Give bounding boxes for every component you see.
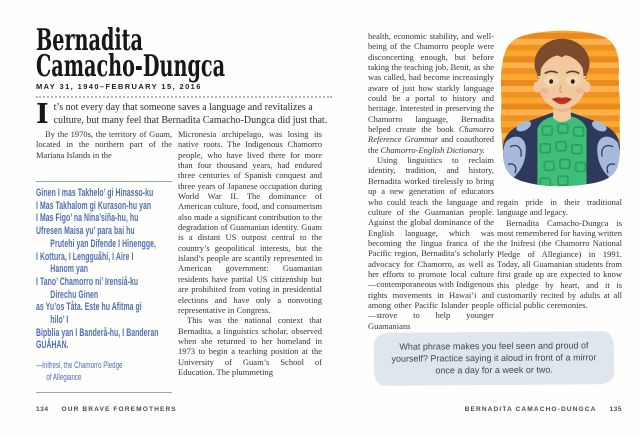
- quote-line: GUÅHAN.: [36, 339, 69, 352]
- quote-line: I Mas Figo’ na Nina’siña-hu, hu: [36, 212, 139, 225]
- right-column-1: [368, 31, 494, 331]
- body-text: health, economic stability, and well-being of the Chamorro people were disconcerting enough, but before taking the teaching job, Benit, as she was called, had become increasingly aware of just how starkly language could be a portal to history and heritage. Interested in preserving the Chamorro language, Bernadita helped create the book: [368, 31, 494, 135]
- bernadita-portrait-illustration: [493, 27, 629, 195]
- inifresi-quote-block: [36, 187, 179, 383]
- dotted-divider: [36, 96, 332, 98]
- page-title: [36, 23, 226, 84]
- quote-line: Hanom yan: [50, 263, 89, 276]
- quote-line: Prutehi yan Difende I Hinengge,: [50, 237, 157, 250]
- portrait-svg: [493, 27, 629, 190]
- intro-paragraph: [36, 99, 340, 130]
- right-column-2: [497, 197, 622, 311]
- body-paragraph: [368, 31, 494, 155]
- quote-line: hilo’ I: [50, 314, 69, 327]
- body-text: and coauthored the: [368, 134, 494, 155]
- left-column-2: [178, 129, 322, 377]
- reflection-prompt-text: What phrase makes you feel seen and proud of yourself? Practice saying it aloud in front of a mirror once a day for a week or two.: [391, 340, 597, 376]
- quote-line: Bipblia yan I Banderå-hu, I Banderan: [36, 326, 159, 339]
- page-number: 135: [609, 406, 622, 413]
- body-paragraph: This was the national context that Bernadita, a linguistics scholar, observed when she returned to her homeland in 1973 to begin a teaching position at the University of Guam’s School of Education. The plummeting: [178, 315, 322, 377]
- quote-line: Ginen I mas Takhelo’ gi Hinasso-ku: [36, 187, 154, 199]
- title-line-1: Bernadita: [36, 23, 143, 58]
- quote-line: Direchu Ginen: [50, 288, 99, 301]
- attribution-line-2: of Allegiance: [46, 371, 82, 383]
- attribution-line-1: —Inifresi, the Chamorro Pledge: [36, 360, 123, 372]
- running-head: OUR BRAVE FOREMOTHERS: [61, 406, 177, 413]
- running-head: BERNADITA CAMACHO-DUNGCA: [464, 406, 597, 413]
- quote-top-rule: [36, 181, 172, 182]
- body-paragraph: By the 1970s, the territory of Guam, located in the northern part of the Mariana Islands in the: [36, 129, 172, 160]
- book-title-italic: Chamorro-English Dictionary.: [380, 144, 486, 155]
- body-paragraph: Micronesia archipelago, was losing its native roots. The Indigenous Chamorro people, who have lived there for more than four thousand years, had endured three centuries of Spanish conquest and three years of Japanese occupation during World War II. The dominance of American culture, food, and consumerism also made a significant contribution to the degradation of Guamanian identity. Guam is a distant US outpost central to the country’s geopolitical interests, but the island’s people are scantily represented in American government: Guamanian residents have partial US citizenship but are prohibited from voting in presidential elections and have only a nonvoting representative in Congress.: [178, 129, 322, 315]
- drop-cap: I: [36, 99, 49, 130]
- life-dates: MAY 31, 1940–FEBRUARY 15, 2016: [36, 82, 202, 91]
- body-paragraph: Using linguistics to reclaim identity, tradition, and history, Bernadita worked tirelessly to bring up a new generation of educators who could teach the language and culture of the Guamanian people. Against the global dominance of the English language, which was becoming the lingua franca of the Pacific region, Bernadita’s scholarly advocacy for Chamorro, as well as her efforts to promote local culture—contemporaneous with Indigenous rights movements in Hawai’i and among other Pacific Islander people—strove to help younger Guamanians: [368, 155, 494, 331]
- left-footer: [36, 406, 177, 413]
- quote-line: I Tano’ Chamorro ni’ Irensiå-ku: [36, 275, 139, 288]
- page-number: 134: [36, 406, 49, 413]
- reflection-prompt-box: [374, 331, 614, 386]
- quote-bottom-rule: [36, 392, 172, 393]
- body-paragraph: Bernadita Camacho-Dungca is most remembered for having written the Inifresi (the Chamorro National Pledge of Allegiance) in 1991. Today, all Guamanian students from first grade up are expected to know this pledge by heart, and it is customarily recited by adults at all official public ceremonies.: [497, 217, 622, 311]
- right-footer: [465, 406, 622, 413]
- book-title-italic: Chamorro Reference Grammar: [368, 124, 494, 145]
- quote-line: as Yu’os Tåta. Este hu Afitma gi: [36, 301, 142, 314]
- left-column-1: [36, 129, 172, 160]
- quote-attribution: [36, 360, 179, 383]
- intro-text: t’s not every day that someone saves a language and revitalizes a culture, but many feel that Bernadita Camacho-Dungca did just that.: [53, 102, 328, 126]
- quote-line: Ufresen Maisa yu’ para bai hu: [36, 225, 135, 238]
- body-paragraph: regain pride in their traditional language and legacy.: [497, 197, 622, 218]
- title-line-2: Camacho-Dungca: [36, 49, 226, 84]
- quote-line: I Mas Takhalom gi Kurason-hu yan: [36, 199, 152, 212]
- quote-line: I Kottura, I Lengguåhi, I Aire I: [36, 250, 134, 263]
